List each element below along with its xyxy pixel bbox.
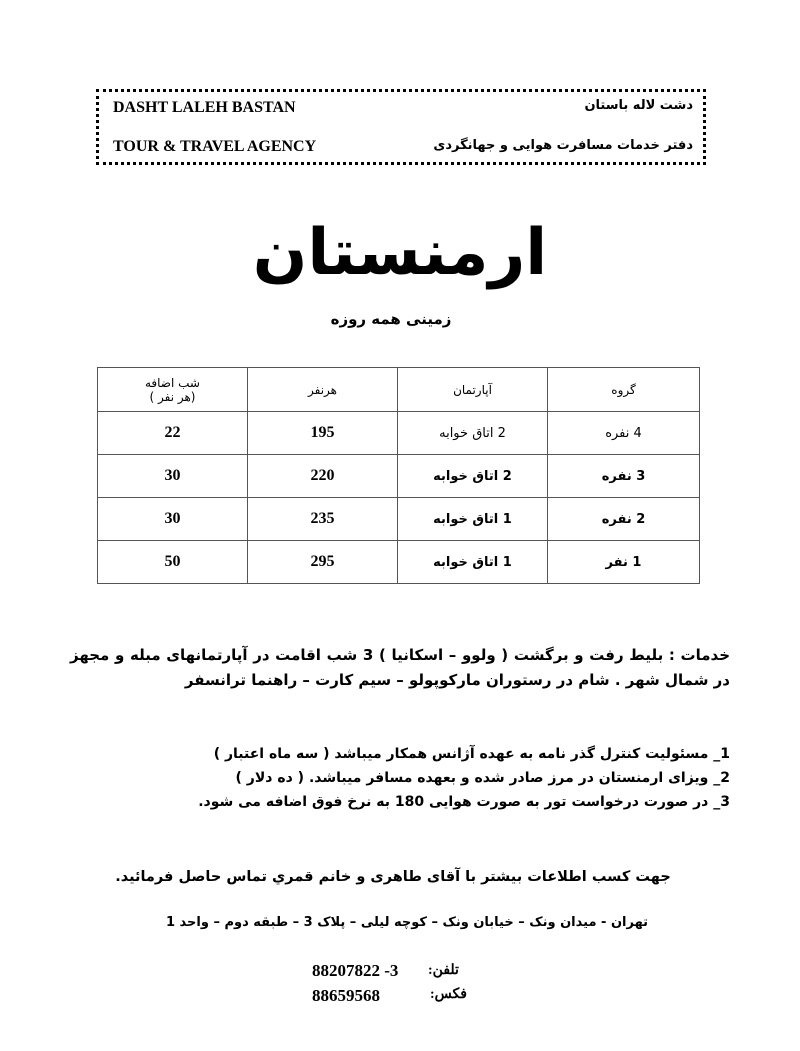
note-item: 2_ ویزای ارمنستان در مرز صادر شده و بعهده مسافر میباشد. ( ده دلار ) xyxy=(235,770,730,786)
cell-group: 4 نفره xyxy=(548,412,700,455)
header-extra-night-line1: شب اضافه xyxy=(144,375,200,390)
cell-apartment: 2 اتاق خوابه xyxy=(398,412,548,455)
cell-per-person: 220 xyxy=(248,455,398,498)
table-row xyxy=(98,455,700,498)
page-subtitle: زمینی همه روزه xyxy=(330,310,452,328)
contact-info xyxy=(0,869,800,885)
cell-group: 3 نفره xyxy=(548,455,700,498)
cell-extra-night: 22 xyxy=(98,412,248,455)
header-per-person: هرنفر xyxy=(248,368,398,412)
table-header-row xyxy=(98,368,700,412)
price-table xyxy=(97,367,700,584)
fax-number: 88659568 xyxy=(312,986,380,1005)
header-group: گروه xyxy=(548,368,700,412)
table-row xyxy=(98,412,700,455)
header-extra-night xyxy=(98,368,248,412)
agency-tagline-fa: دفتر خدمات مسافرت هوایی و جهانگردی xyxy=(433,138,693,153)
cell-extra-night: 30 xyxy=(98,455,248,498)
cell-extra-night: 30 xyxy=(98,498,248,541)
cell-group: 2 نفره xyxy=(548,498,700,541)
note-item: 1_ مسئولیت کنترل گذر نامه به عهده آژانس همکار میباشد ( سه ماه اعتبار ) xyxy=(213,746,730,762)
phone-label: تلفن: xyxy=(428,963,459,978)
cell-apartment: 2 اتاق خوابه xyxy=(398,455,548,498)
notes-list xyxy=(160,742,730,814)
page-title: ارمنستان xyxy=(252,216,548,290)
cell-per-person: 295 xyxy=(248,541,398,584)
cell-apartment: 1 اتاق خوابه xyxy=(398,498,548,541)
header-extra-night-line2: (هر نفر ) xyxy=(149,389,196,404)
table-row xyxy=(98,498,700,541)
address xyxy=(0,915,800,930)
agency-name-en: DASHT LALEH BASTAN xyxy=(113,99,296,116)
contact-text: جهت کسب اطلاعات بیشتر با آقای طاهری و خانم قمري تماس حاصل فرمائید. xyxy=(115,869,671,885)
phone-number: 88207822 -3 xyxy=(312,961,399,980)
table-row xyxy=(98,541,700,584)
note-item: 3_ در صورت درخواست تور به صورت هوایی 180 به نرخ فوق اضافه می شود. xyxy=(198,794,730,810)
services-paragraph: خدمات : بلیط رفت و برگشت ( ولوو – اسکانیا ) 3 شب اقامت در آپارتمانهای مبله و مجهز در شمال شهر . شام در رستوران مارکوپولو – سیم کارت – راهنما ترانسفر xyxy=(70,646,731,689)
address-text: تهران - میدان ونک – خیابان ونک – کوچه لیلی – پلاک 3 – طبقه دوم – واحد 1 xyxy=(165,915,649,930)
fax-label: فکس: xyxy=(430,987,467,1002)
cell-apartment: 1 اتاق خوابه xyxy=(398,541,548,584)
header-apartment: آپارتمان xyxy=(398,368,548,412)
cell-per-person: 235 xyxy=(248,498,398,541)
agency-tagline-en: TOUR & TRAVEL AGENCY xyxy=(113,138,317,155)
agency-header-box xyxy=(96,89,706,165)
cell-extra-night: 50 xyxy=(98,541,248,584)
agency-name-fa: دشت لاله باستان xyxy=(584,98,693,113)
cell-group: 1 نفر xyxy=(548,541,700,584)
cell-per-person: 195 xyxy=(248,412,398,455)
